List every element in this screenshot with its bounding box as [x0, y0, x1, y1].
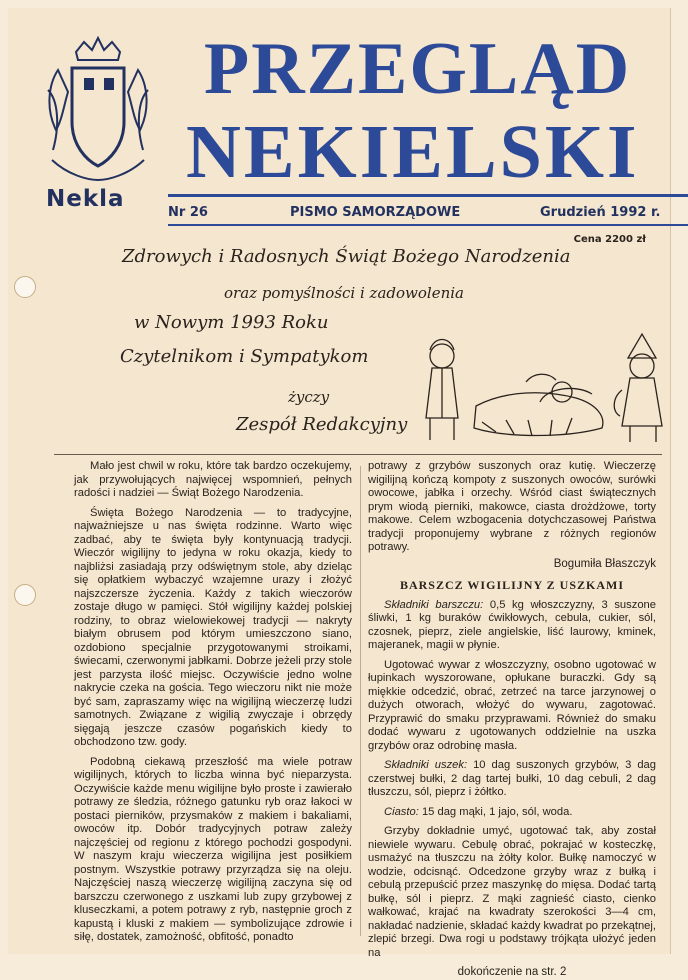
issue-number: Nr 26	[168, 205, 208, 220]
town-name: Nekla	[46, 186, 125, 212]
issue-date: Grudzień 1992 r.	[540, 205, 661, 220]
masthead-title-line1: PRZEGLĄD	[204, 28, 632, 110]
town-crest-icon	[38, 30, 158, 190]
masthead-rule	[168, 194, 688, 197]
greeting-line: oraz pomyślności i zadowolenia	[224, 284, 464, 302]
greeting-line: Zdrowych i Radosnych Świąt Bożego Narodzenia	[122, 246, 571, 267]
dough-label: Ciasto:	[384, 805, 419, 818]
recipe-paragraph: Grzyby dokładnie umyć, ugotować tak, aby został niewiele wywaru. Cebulę obrać, pokrajać w kosteczkę, usmażyć na tłuszczu na żółty kolor. Bułkę namoczyć w wodzie, odcisnąć. Odcedzone grzyby wraz z bułką i cebulą przepuścić przez maszynkę do mięsa. Dodać tartą bułkę, sól i pieprz. Z mąki zagnieść ciasto, cienko wałkować, krajać na kwadraty szerokości 3—4 cm, nakładać nadzienie, składać każdy kwadrat po przekątnej, zlepić brzegi. Dwa rogi u podstawy trójkąta ułożyć jeden na	[368, 825, 656, 959]
greeting-line: w Nowym 1993 Roku	[134, 312, 329, 333]
masthead-rule	[168, 224, 688, 226]
recipe-ingredients	[368, 599, 656, 653]
recipe-ingredients	[368, 759, 656, 800]
section-divider	[54, 454, 662, 455]
newspaper-page	[8, 8, 671, 978]
recipe-ingredients	[368, 806, 656, 820]
recipe-title: BARSZCZ WIGILIJNY Z USZKAMI	[399, 578, 625, 592]
continued-note: dokończenie na str. 2	[457, 966, 567, 978]
price: Cena 2200 zł	[573, 234, 646, 245]
article-right-column	[368, 460, 656, 980]
article-paragraph: potrawy z grzybów suszonych oraz kutię. Wieczerzę wigilijną kończą kompoty z suszonych owoców, surówki owocowe, jabłka i orzechy. Wśród ciast świątecznych prym wiodą pierniki, makowce, ciasta drożdżowe, torty makowe. Celem wzbogacenia dotychczasowej Państwa tradycji proponujemy wybrane z różnych regionów potrawy.	[368, 460, 656, 553]
article-paragraph: Podobną ciekawą przeszłość ma wiele potraw wigilijnych, których to liczba winna być nieparzysta. Oczywiście każde menu wigilijne było proste i zawierało potrawy ze śledzia, różnego gatunku ryb oraz łakoci w postaci pierników, przysmaków z makiem i bakaliami, owoców itp. Dobór tradycyjnych potraw zależy najczęściej od regionu z którego pochodzi gospodyni. W naszym kraju wieczerza wigilijna jest posiłkiem postnym. Wszystkie potrawy przyrządza się na oleju. Najczęściej naszą wieczerzę wigilijną zaczyna się od barszczu czerwonego z uszkami lub zupy grzybowej z kluseczkami, a potem potrawy z ryb, następnie groch z kapustą i kluski z makiem — symbolizujące zdrowie i siłę, dostatek, zamożność, obfitość, ponadto	[74, 755, 352, 943]
article-left-column	[74, 460, 352, 951]
greeting-line: Czytelnikom i Sympatykom	[120, 346, 369, 367]
ears-label: Składniki uszek:	[384, 759, 468, 771]
recipe-paragraph: Ugotować wywar z włoszczyzny, osobno ugotować w łupinkach wyszorowane, opłukane buraczki. Gdy są miękkie odcedzić, obrać, zetrzeć na tarce jarzynowej o dużych otworach, włożyć do wywaru, zagotować. Przyprawić do smaku przyprawami. Również do smaku dodać wywaru z ugotowanych oddzielnie na uszka grzybów oraz odrobinę masła.	[368, 658, 656, 752]
column-divider	[360, 466, 361, 936]
greeting-signature: Zespół Redakcyjny	[236, 414, 408, 435]
article-paragraph: Mało jest chwil w roku, które tak bardzo oczekujemy, jak przywołujących najwięcej wspomnień, pełnych radości i nadziei — Świąt Bożego Narodzenia.	[74, 460, 352, 499]
article-paragraph: Święta Bożego Narodzenia — to tradycyjne, najważniejsze u nas święta rodzinne. Warto więc zadbać, aby te święta były kontynuacją tradycji. Wieczór wigilijny to jedyna w roku okazja, kiedy to najbliżsi zasiadają przy odświętnym stole, aby dzieląc się opłatkiem wybaczyć wzajemne urazy i złożyć najszczersze życzenia. Każdy z takich wieczorów zostaje długo w pamięci. Stół wigilijny każdej polskiej rodziny, to obraz wielowiekowej tradycji — nakryty białym obrusem pod którym umieszczono siano, ozdobiono specjalnie przygotowanymi stroikami, świecami, czerwonymi jabłkami. Dobrze jeżeli przy stole jest parzysta ilość miejsc. Oczywiście jedno wolne nakrycie czeka na gościa. Tego wieczoru nikt nie może być sam, zapraszamy więc na wigilijną wieczerzę ludzi samotnych. Związane z wigilią zwyczaje i obrzędy sięgają jeszcze czasów pogańskich kiedy to obchodzono tzw. gody.	[74, 506, 352, 748]
nativity-illustration	[416, 328, 678, 448]
masthead-title-line2: NEKIELSKI	[186, 110, 640, 194]
dough-text: 15 dag mąki, 1 jajo, sól, woda.	[421, 805, 573, 818]
punch-hole	[14, 584, 36, 606]
ears-text: 10 dag suszonych grzybów, 3 dag czerstwej bułki, 2 dag tartej bułki, 10 dag cebuli, 2 dag tłuszczu, sól, pieprz i żółtko.	[368, 759, 656, 798]
ingredients-label: Składniki barszczu:	[384, 598, 484, 611]
ingredients-text: 0,5 kg włoszczyzny, 3 suszone śliwki, 1 kg buraków ćwikłowych, cebula, cukier, sól, czosnek, pieprz, ziele angielskie, liść laurowy, kminek, majeranek, magii w płynie.	[368, 598, 656, 651]
greeting-line: życzy	[288, 388, 330, 406]
publication-subtitle: PISMO SAMORZĄDOWE	[290, 205, 461, 220]
article-author: Bogumiła Błaszczyk	[553, 557, 656, 570]
punch-hole	[14, 276, 36, 298]
